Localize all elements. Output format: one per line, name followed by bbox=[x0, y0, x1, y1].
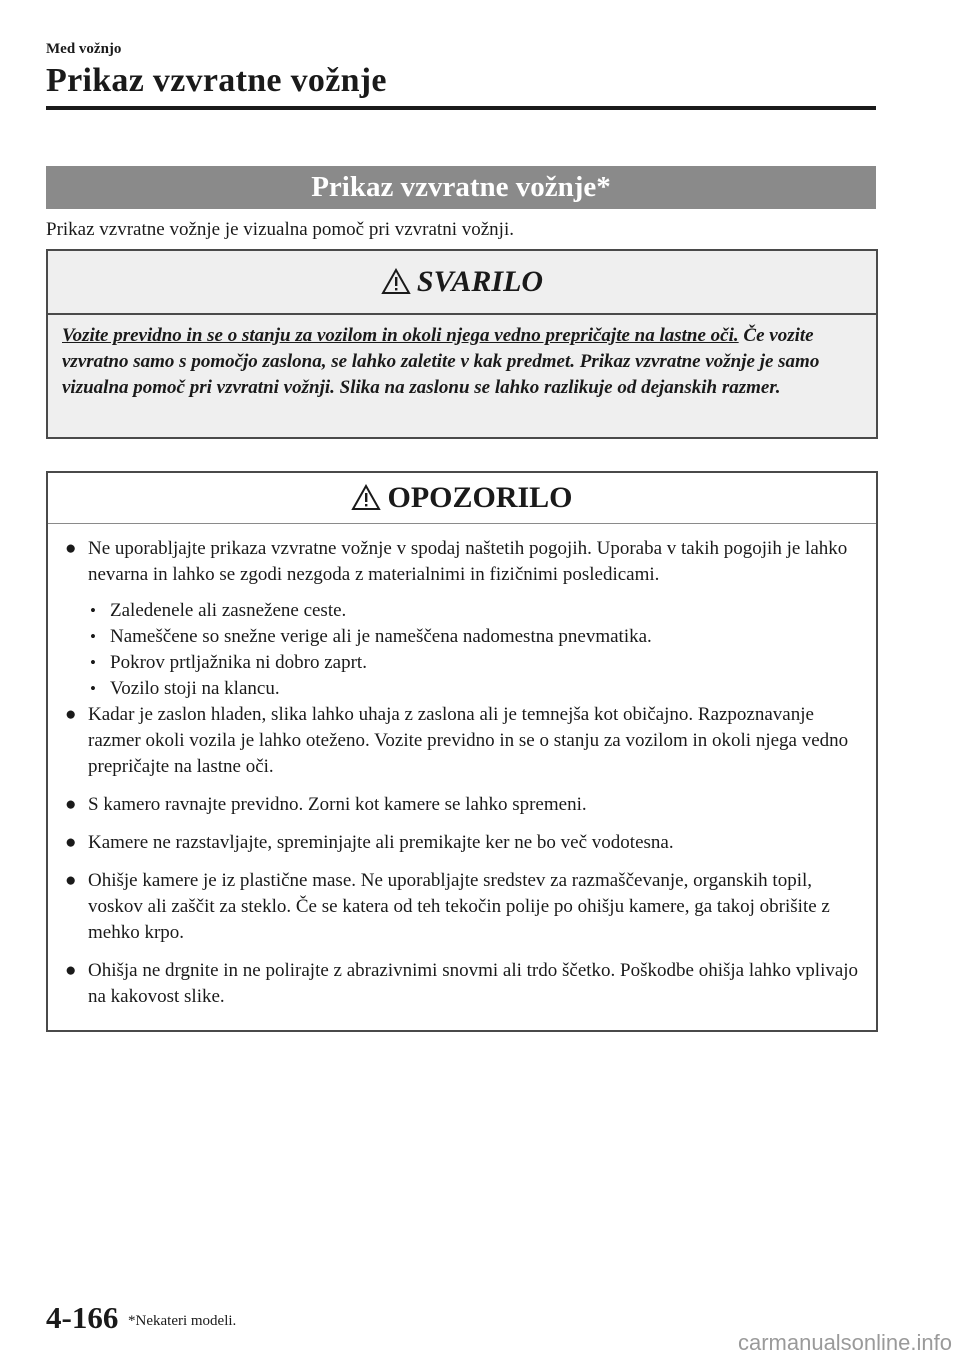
warning-heading-text: SVARILO bbox=[416, 265, 544, 298]
caution-heading bbox=[48, 473, 876, 524]
bullet-icon: ● bbox=[65, 960, 77, 981]
page-title: Prikaz vzvratne vožnje bbox=[46, 62, 387, 99]
bullet-icon: ● bbox=[65, 704, 77, 725]
bullet-icon: • bbox=[90, 601, 96, 620]
section-banner: Prikaz vzvratne vožnje* bbox=[46, 166, 876, 209]
footnote: *Nekateri modeli. bbox=[128, 1313, 237, 1329]
title-rule bbox=[46, 106, 876, 110]
sub-list-item: • Pokrov prtljažnika ni dobro zaprt. bbox=[62, 650, 862, 676]
bullet-icon: • bbox=[90, 653, 96, 672]
warning-text-first: Vozite previdno in se o stanju za vozilom in okoli njega vedno prepričajte na lastne oči. bbox=[62, 325, 739, 346]
bullet-icon: ● bbox=[65, 870, 77, 891]
bullet-icon: • bbox=[90, 627, 96, 646]
list-item: ● S kamero ravnajte previdno. Zorni kot kamere se lahko spremeni. bbox=[62, 792, 862, 818]
bullet-icon: • bbox=[90, 679, 96, 698]
caution-box bbox=[46, 471, 878, 1032]
chapter-label: Med vožnjo bbox=[46, 41, 122, 57]
watermark: carmanualsonline.info bbox=[737, 1330, 952, 1355]
sub-list-item: • Zaledenele ali zasnežene ceste. bbox=[62, 598, 862, 624]
list-item: ● Kadar je zaslon hladen, slika lahko uhaja z zaslona ali je temnejša kot običajno. Razpoznavanje razmer okoli vozila je lahko oteženo. Vozite previdno in se o stanju za vozilom in okoli njega vedno prepričajte na lastne oči. bbox=[65, 704, 849, 777]
sub-list-item: • Nameščene so snežne verige ali je nameščena nadomestna pnevmatika. bbox=[62, 624, 862, 650]
bullet-icon: ● bbox=[65, 832, 77, 853]
warning-text-rest: Če vozite vzvratno samo s pomočjo zaslona, se lahko zaletite v kak predmet. Prikaz vzvratne vožnje je samo vizualna pomoč pri vzvratni vožnji. Slika na zaslonu se lahko razlikuje od dejanskih razmer. bbox=[62, 325, 820, 398]
caution-body bbox=[48, 524, 876, 1010]
page-number: 4-166 bbox=[46, 1300, 119, 1335]
list-item: ● Ne uporabljajte prikaza vzvratne vožnje v spodaj naštetih pogojih. Uporaba v takih pogojih je lahko nevarna in lahko se zgodi nezgoda z materialnimi in fizičnimi posledicami. bbox=[65, 538, 848, 585]
list-item: ● Ohišja ne drgnite in ne polirajte z abrazivnimi snovmi ali trdo ščetko. Poškodbe ohišja lahko vplivajo na kakovost slike. bbox=[65, 960, 859, 1007]
section-intro: Prikaz vzvratne vožnje je vizualna pomoč pri vzvratni vožnji. bbox=[46, 219, 514, 240]
warning-triangle-icon bbox=[381, 268, 411, 295]
warning-box bbox=[46, 249, 878, 439]
warning-body bbox=[48, 315, 876, 401]
caution-heading-text: OPOZORILO bbox=[387, 481, 573, 514]
warning-heading bbox=[48, 251, 876, 315]
bullet-icon: ● bbox=[65, 538, 77, 559]
list-item: ● Ohišje kamere je iz plastične mase. Ne uporabljajte sredstev za razmaščevanje, organskih topil, voskov ali zaščit za steklo. Če se katera od teh tekočin polije po ohišju kamere, ga takoj obrišite z mehko krpo. bbox=[65, 870, 830, 943]
warning-triangle-icon bbox=[351, 484, 381, 511]
list-item: ● Kamere ne razstavljajte, spreminjajte ali premikajte ker ne bo več vodotesna. bbox=[62, 830, 862, 856]
sub-list-item: • Vozilo stoji na klancu. bbox=[62, 676, 862, 702]
bullet-icon: ● bbox=[65, 794, 77, 815]
